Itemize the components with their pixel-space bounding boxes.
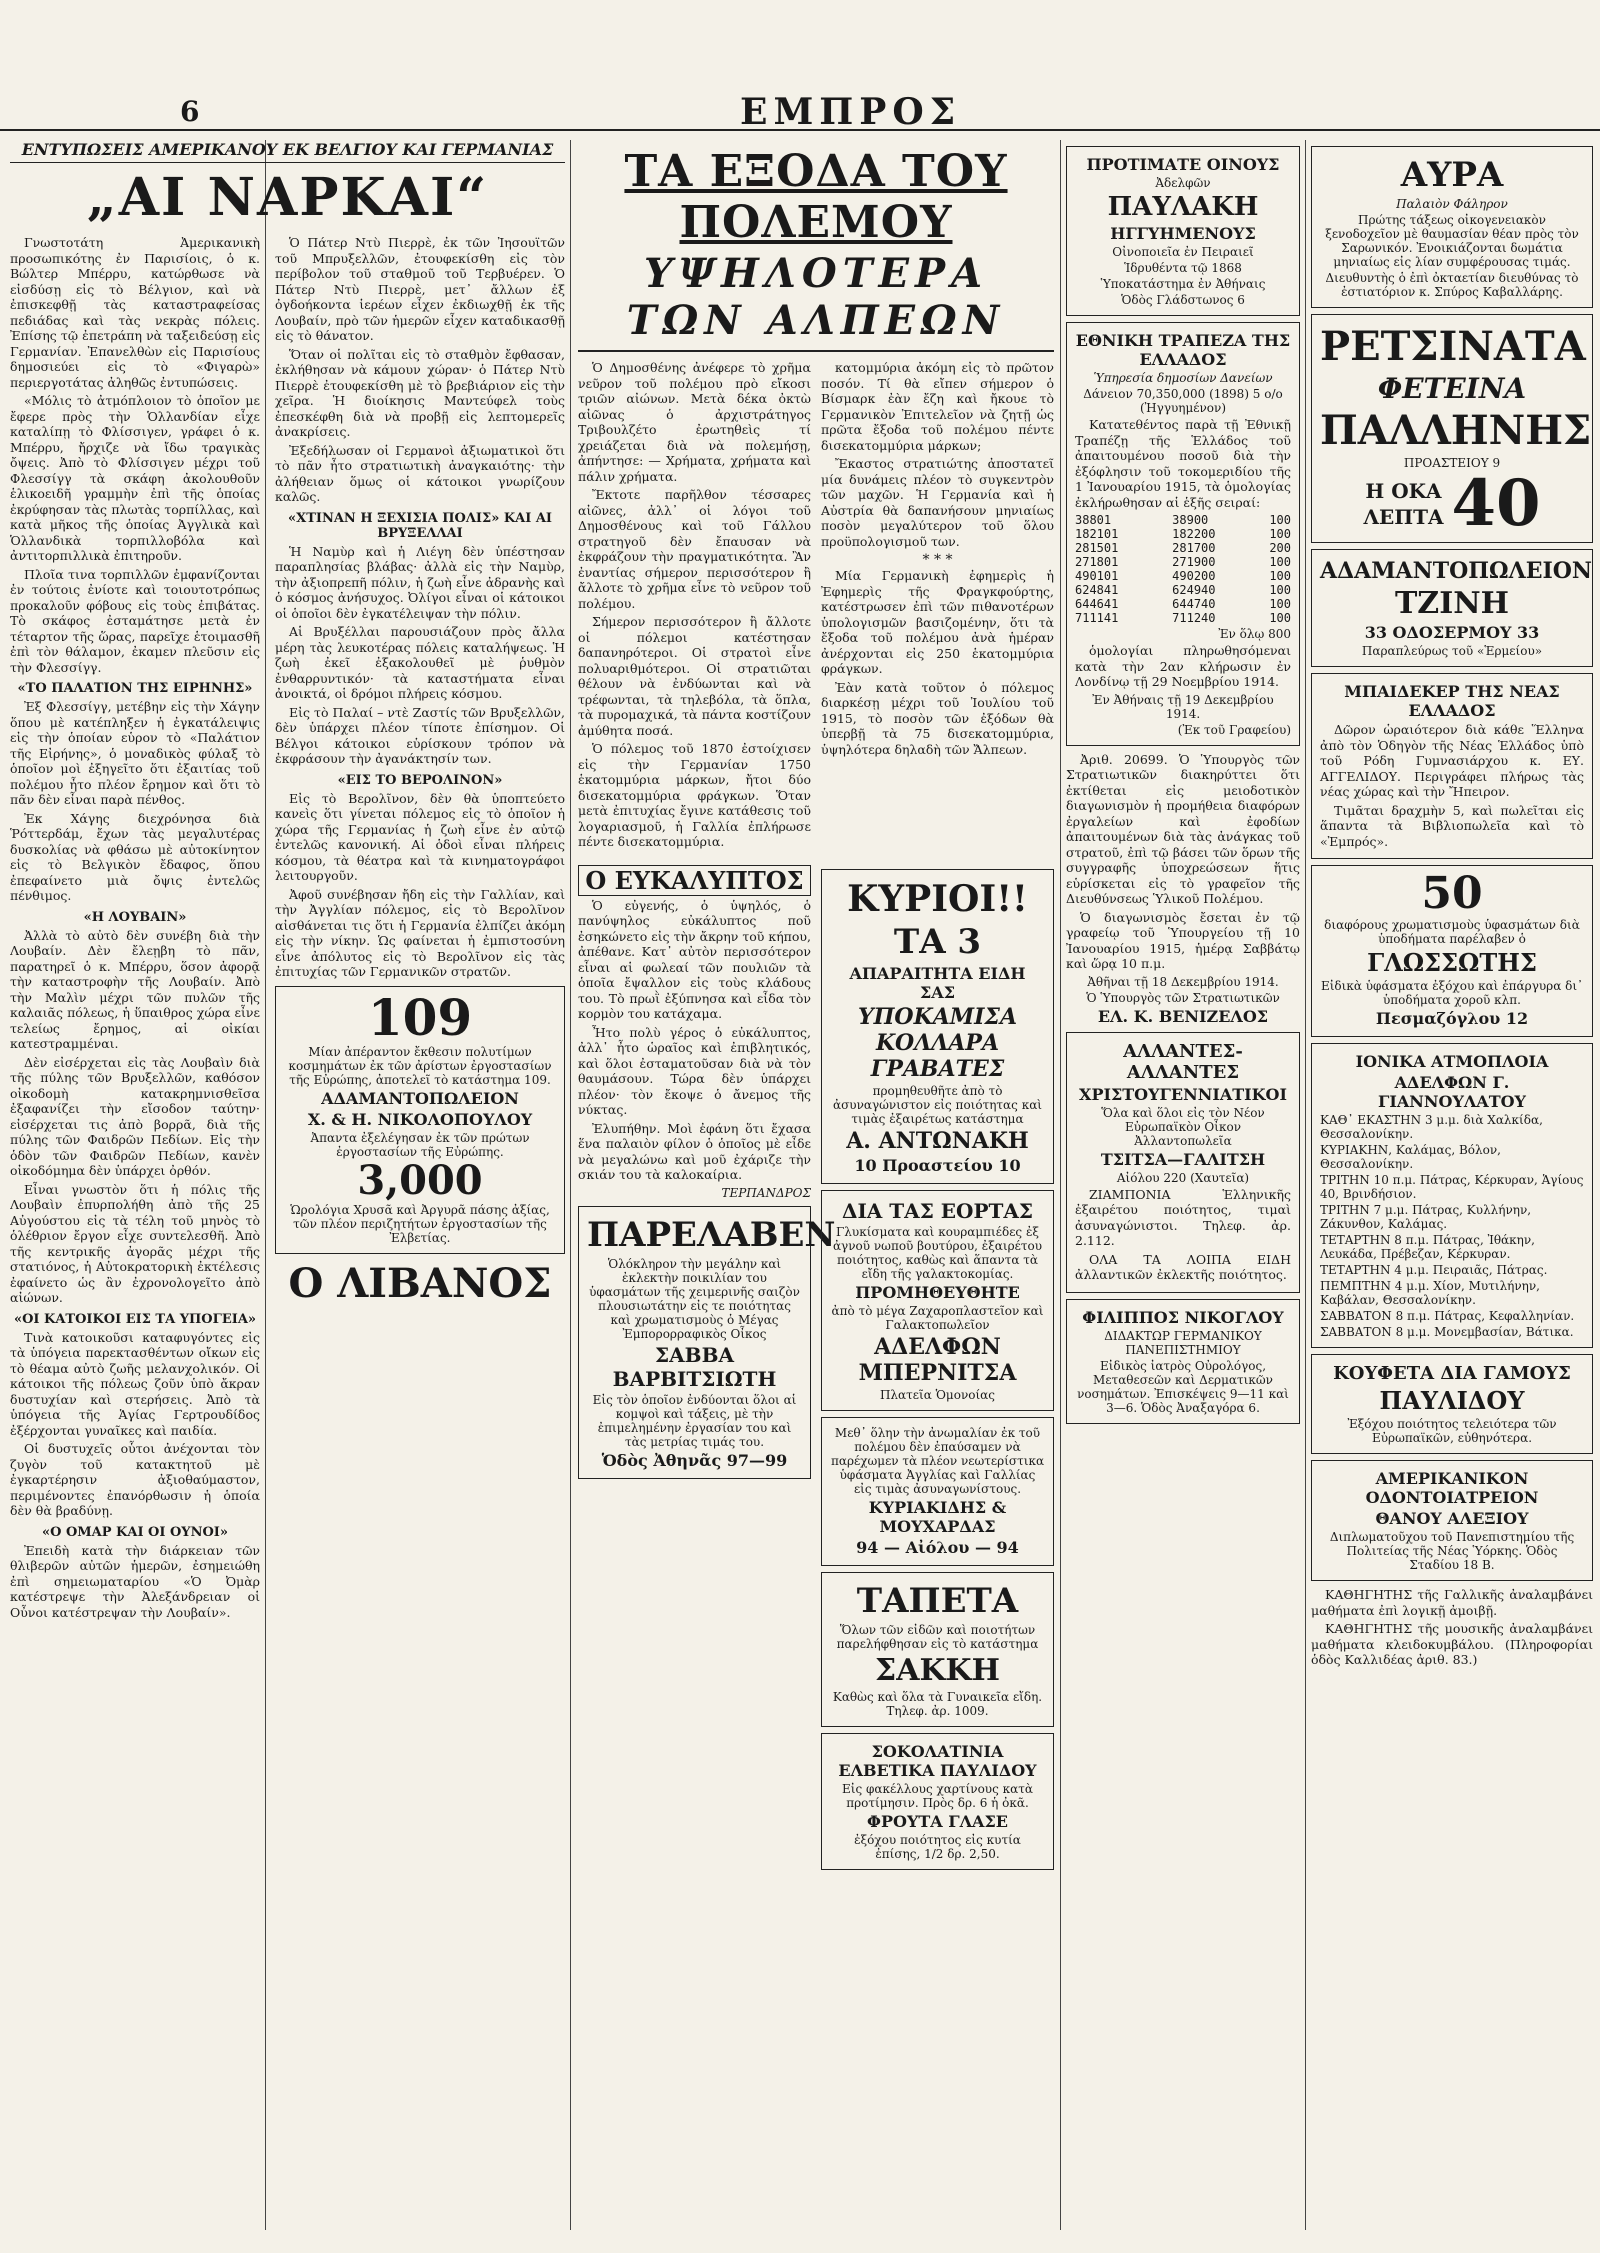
bond-series-row: [1075, 611, 1291, 625]
ad-price: [1320, 466, 1584, 541]
ad-livanos: Ο ΛΙΒΑΝΟΣ: [288, 1259, 552, 1307]
ad-text: ΔΙΔΑΚΤΩΡ ΓΕΡΜΑΝΙΚΟΥ ΠΑΝΕΠΙΣΤΗΜΙΟΥ: [1104, 1328, 1262, 1357]
bond-series-cell: 100: [1269, 611, 1291, 625]
ad-subheading: Παλαιὸν Φάληρον: [1396, 197, 1508, 211]
article-body-war-costs: [578, 360, 1054, 853]
bond-series-cell: 100: [1269, 569, 1291, 583]
bond-series-table: [1075, 513, 1291, 625]
paragraph: Ἔκτοτε παρῆλθον τέσσαρες αἰῶνες, ἀλλ᾽ οἱ λόγοι τοῦ Δημοσθένους καὶ τοῦ Γάλλου στρατηγοῦ δὲν ἔπαυσαν νὰ ἐκφράζουν τὴν πραγματικότητα. Ἂν ἐναντίας σήμερον περισσότερον ἢ ἄλλοτε τὸ χρῆμα εἶνε τὸ νεῦρον τοῦ πολέμου.: [578, 487, 811, 611]
ad-text: ἀπὸ τὸ μέγα Ζαχαροπλαστεῖον καὶ Γαλακτοπωλεῖον: [831, 1303, 1044, 1332]
ad-text: Εἰς τὸν ὁποῖον ἐνδύονται ὅλοι αἱ κομψοὶ καὶ τάξεις, μὲ τὴν ἐπιμελημένην ἐργασίαν του καὶ τὰς μετρίας τιμάς του.: [592, 1392, 797, 1449]
column-rule: [1305, 140, 1306, 2230]
ad-sausages: [1066, 1032, 1300, 1293]
ad-number: 109: [367, 987, 473, 1047]
ad-heading: ΑΥΡΑ: [1400, 155, 1504, 195]
notice-heading: ΕΘΝΙΚΗ ΤΡΑΠΕΖΑ ΤΗΣ ΕΛΛΑΔΟΣ: [1075, 331, 1291, 369]
paragraph: Σήμερον περισσότερον ἢ ἄλλοτε οἱ πόλεμοι κατέστησαν δαπανηρότεροι. Οἱ στρατοὶ εἶνε πολυαριθμότεροι. Οἱ στρατιῶται θέλουν νὰ ἐνδύωνται καὶ νὰ τρέφωνται, τὰ τηλεβόλα, τὰ ὅπλα, τὰ πυρομαχικά, τὰ πάντα κοστίζουν ἀμύθητα ποσά.: [578, 614, 811, 738]
ad-steamships: [1311, 1043, 1593, 1348]
ad-sugared-almonds: [1311, 1354, 1593, 1454]
ad-jeweller: [275, 986, 565, 1254]
paragraph: Δὲν εἰσέρχεται εἰς τὰς Λουβαὶν διὰ τῆς πύλης τῶν Βρυξελλῶν, καθόσον οἰκοδομὴ κατακρημνισθεῖσα ἐξαφανίζει τὴν εἴσοδον ταύτην· εἰσέρχεται τις ἀπὸ βορρᾶ, διὰ τῆς πύλης τῶν Φαιδρῶν Πεδίων. Εἰς τὴν ὁδὸν τῶν Φαιδρῶν Πεδίων, κανὲν οἰκοδόμημα δὲν ὑπάρχει ὀρθόν.: [10, 1054, 260, 1178]
ad-heading: ΜΠΑΙΔΕΚΕΡ ΤΗΣ ΝΕΑΣ ΕΛΛΑΔΟΣ: [1344, 682, 1560, 720]
ad-name: ΤΣΙΤΣΑ—ΓΑΛΙΤΣΗ: [1100, 1149, 1266, 1169]
ad-heading: ΑΜΕΡΙΚΑΝΙΚΟΝ ΟΔΟΝΤΟΙΑΤΡΕΙΟΝ: [1365, 1469, 1539, 1507]
paragraph: Ἡ Ναμὺρ καὶ ἡ Λιέγη δὲν ὑπέστησαν παραπλησίας βλάβας· ἀλλὰ εἰς τὴν Ναμὺρ, τὴν ἀξιοπρεπῆ πόλιν, ἡ ζωὴ εἶνε ἀδρανὴς καὶ ὁ κόσμος ἀνήσυχος. Ὀλίγοι εἶναι οἱ κάτοικοι οἱ ὁποῖοι δὲν ἐγκατέλειψαν τὴν πόλιν.: [275, 543, 565, 621]
ad-text: Οἰνοποιεῖα ἐν Πειραιεῖ: [1112, 245, 1254, 259]
bond-series-row: [1075, 541, 1291, 555]
column-4: [1066, 140, 1300, 2230]
column-rule: [265, 140, 266, 2230]
bond-series-cell: 38801: [1075, 513, 1112, 527]
paragraph: ΖΙΑΜΠΟΝΙΑ Ἑλληνικῆς ἐξαιρέτου ποιότητος, τιμαὶ ἀσυναγώνιστοι. Τηλεφ. ἀρ. 2.112.: [1075, 1186, 1291, 1248]
ad-address: 33 ΟΔΟΣΕΡΜΟΥ 33: [1364, 623, 1540, 642]
subheading: «ΤΟ ΠΑΛΑΤΙΟΝ ΤΗΣ ΕΙΡΗΝΗΣ»: [17, 681, 253, 696]
ad-pastry: [821, 1190, 1054, 1411]
article-header-narkai: [10, 140, 565, 250]
section-divider: * * *: [922, 552, 953, 568]
ad-text: Εἰς φακέλλους χαρτίνους κατὰ προτίμησιν. Πρὸς δρ. 6 ἡ ὀκᾶ.: [842, 1781, 1033, 1810]
ad-heading: ΦΕΤΕΙΝΑ: [1377, 372, 1527, 405]
ad-dentist: [1311, 1460, 1593, 1581]
bond-series-row: [1075, 527, 1291, 541]
notice-date: Ἀθῆναι τῇ 18 Δεκεμβρίου 1914.: [1087, 974, 1279, 989]
paragraph: Κατατεθέντος παρὰ τῇ Ἐθνικῇ Τραπέζῃ τῆς Ἑλλάδος τοῦ ἀπαιτουμένου ποσοῦ διὰ τὴν ἐξόφλησιν τοῦ τοκομεριδίου τῆς 1 Ἰανουαρίου 1915, τὰ ὁμολογίας ἐκλήρωθησαν αἱ ἑξῆς σειραί:: [1075, 417, 1291, 510]
bond-series-cell: 271900: [1172, 555, 1216, 569]
paragraph: Τινὰ κατοικοῦσι καταφυγόντες εἰς τὰ ὑπόγεια παρεκτασθέντων οἴκων εἰς τὸ θέαμα αὐτὸ ζωῆς μελανχολικόν. Οἱ κάτοικοι τῆς πόλεως ζοῦν ὑπὸ ἄκραν δυστυχίαν καὶ στερήσεις. Ἀπὸ τὰ ὑπόγεια τῆς Ἁγίας Γερτρουδίδος ἐξέρχονται γυναῖκες καὶ παιδία.: [10, 1329, 260, 1438]
ad-text: Εἰδικὸς ἰατρὸς Οὐρολόγος, Μεταθεσεῶν καὶ Δερματικῶν νοσημάτων. Ἐπισκέψεις 9—11 καὶ 3—6. Ὁδὸς Ἀναξαγόρα 6.: [1077, 1358, 1289, 1415]
bond-series-row: [1075, 597, 1291, 611]
schedule-item: ΤΡΙΤΗΝ 10 π.μ. Πάτρας, Κέρκυραν, Ἁγίους 40, Βρινδήσιον.: [1320, 1173, 1584, 1201]
bond-series-cell: 644740: [1172, 597, 1216, 611]
bond-series-cell: 38900: [1172, 513, 1209, 527]
ad-text: Εἰδικὰ ὑφάσματα ἐξόχου καὶ ἐπάργυρα δι᾽ ὑποδήματα χοροῦ κλπ.: [1320, 979, 1584, 1007]
ad-name: ΚΥΡΙΑΚΙΔΗΣ & ΜΟΥΧΑΡΔΑΣ: [868, 1497, 1007, 1536]
ad-name: Α. ΑΝΤΩΝΑΚΗ: [846, 1127, 1029, 1154]
ad-unit: Η ΟΚΑ: [1365, 479, 1442, 503]
ad-fabrics: [821, 1417, 1054, 1566]
ad-address: 94 — Αἰόλου — 94: [856, 1537, 1019, 1557]
notice-name: ΕΛ. Κ. ΒΕΝΙΖΕΛΟΣ: [1097, 1006, 1269, 1026]
ad-number: 3,000: [357, 1156, 483, 1204]
ad-paravene: [578, 1206, 836, 1479]
paragraph: Οἱ δυστυχεῖς οὗτοι ἀνέχονται τὸν ζυγὸν τοῦ κατακτητοῦ μὲ ἐγκαρτέρησιν ἀξιοθαύμαστον, περιμένοντες ἐπανόρθωσιν ἡ ὁποία δὲν θὰ βραδύνῃ.: [10, 1441, 260, 1518]
paragraph: Ὁ εὐγενής, ὁ ὑψηλός, ὁ πανύψηλος εὐκάλυπτος ποῦ ἐσηκώνετο εἰς τὴν ἄκρην τοῦ κήπου, ἀπέθανε. Κατ᾽ αὐτὸν περισσότερον εἶναι αἱ φωλεαί τῶν πουλιῶν τὰ ὁποῖα ἔψαλλον εἰς τοὺς κλάδους του. Τὸ πρωῒ ἐξύπνησα καὶ εἶδα τὸν κορμὸν του κατάχαμα.: [578, 897, 811, 1021]
ad-heading: ΤΑΠΕΤΑ: [856, 1580, 1019, 1621]
column-2: [275, 235, 565, 2225]
paragraph: Ὁ Δημοσθένης ἀνέφερε τὸ χρῆμα νεῦρον τοῦ πολέμου πρὸ εἴκοσι τριῶν αἰώνων. Μετὰ δέκα ὀκτὼ αἰῶνας ὁ ἀρχιστράτηγος Τριβουλζέτο ἐρωτηθεὶς τί χρειάζεται διὰ νὰ πολεμήσῃ, ἀπήντησε: — Χρήματα, χρήματα καὶ πάλιν χρήματα.: [578, 360, 811, 484]
bond-series-cell: 711141: [1075, 611, 1119, 625]
ads-column-3: [821, 863, 1054, 1876]
ad-heading: ΣΟΚΟΛΑΤΙΝΙΑ ΕΛΒΕΤΙΚΑ ΠΑΥΛΙΔΟΥ: [838, 1741, 1037, 1780]
masthead: [0, 91, 1600, 133]
ad-name: ΦΙΛΙΠΠΟΣ ΝΙΚΟΓΛΟΥ: [1082, 1307, 1284, 1327]
ad-wines: [1066, 146, 1300, 316]
schedule-item: ΚΥΡΙΑΚΗΝ, Καλάμας, Βόλον, Θεσσαλονίκην.: [1320, 1143, 1501, 1171]
ad-text: Μίαν ἀπέραντον ἔκθεσιν πολυτίμων κοσμημάτων ἐκ τῶν ἀρίστων ἐργοστασίων τῆς Εὐρώπης, ἀποτελεῖ τὸ κατάστημα 109.: [288, 1044, 552, 1087]
bond-series-cell: 711240: [1172, 611, 1216, 625]
notice-subheading: Ὑπηρεσία δημοσίων Δανείων: [1093, 371, 1273, 385]
bond-series-cell: 624841: [1075, 583, 1119, 597]
ad-text: προμηθευθῆτε ἀπὸ τὸ ἀσυναγώνιστον εἰς ποιότητας καὶ τιμὰς ἐξαιρέτως κατάστημα: [832, 1083, 1043, 1126]
paragraph: Ἐὰν κατὰ τοῦτον ὁ πόλεμος διαρκέσῃ μέχρι τοῦ Ἰουλίου τοῦ 1915, τὸ ποσὸν τῶν ἐξόδων θὰ ὑπερβῇ τὰ 75 δισεκατομμύρια, ὑψηλότερα δηλαδὴ τῶν Ἄλπεων.: [821, 679, 1054, 757]
ad-heading: ΚΥΡΙΟΙ!!: [847, 877, 1028, 920]
ad-name: ΣΑΒΒΑ ΒΑΡΒΙΤΣΙΩΤΗ: [612, 1342, 777, 1391]
bond-series-cell: 281501: [1075, 541, 1119, 555]
notice-subheading: Δάνειον 70,350,000 (1898) 5 ο/ο (Ἠγγυημένον): [1083, 387, 1283, 415]
subheading: «Η ΛΟΥΒΑΙΝ»: [83, 909, 187, 925]
bond-series-cell: 100: [1269, 597, 1291, 611]
bond-series-cell: 490200: [1172, 569, 1216, 583]
paragraph: Ἐκ Χάγης διεχρόνησα διὰ Ῥόττερδάμ, ἔχων τὰς μεγαλυτέρας δυσκολίας νὰ φθάσω μὲ αὐτοκίνητον εἰς τὸ Βελγικὸν ἔδαφος, ὅπου ἐπεφαίνετο μιὰ ὄψις ἐντελῶς πένθιμος.: [10, 810, 260, 903]
paragraph: Ἔκαστος στρατιώτης ἀποστατεῖ μία δυνάμεις πλέον τὸ συγκεντρὸν τῶν μαχῶν. Ἡ Γερμανία καὶ ἡ Αὐστρία θὰ δαπανήσουν μηνιαίως ποσὸν μεγαλύτερον τοῦ ὅλου προϋπολογισμοῦ των.: [821, 456, 1054, 549]
ad-heading: ΙΟΝΙΚΑ ΑΤΜΟΠΛΟΙΑ: [1355, 1052, 1549, 1071]
schedule-item: ΚΑΘ᾽ ΕΚΑΣΤΗΝ 3 μ.μ. διὰ Χαλκίδα, Θεσσαλονίκην.: [1320, 1113, 1543, 1141]
article-eucalyptus: [578, 863, 836, 1876]
paragraph: Ὁ πόλεμος τοῦ 1870 ἐστοίχισεν εἰς τὴν Γερμανίαν 1750 ἑκατομμύρια μάρκων, ἤτοι δύο δισεκατομμύρια φράγκων. Ὅταν μετὰ ἐπιτυχίας ἔγινε κατάθεσις τοῦ λογαριασμοῦ, ἡ Γαλλία ἐπλήρωσε πέντε δισεκατομμύρια.: [578, 741, 811, 849]
bond-series-row: [1075, 555, 1291, 569]
paragraph: Ὅταν οἱ πολῖται εἰς τὸ σταθμὸν ἔφθασαν, ἐκλήθησαν νὰ κάμουν χώραν· ὁ Πάτερ Ντὺ Πιερρὲ ἐτουφεκίσθη μὲ τὸ βρεβιάριον εἰς τὴν χεῖρα. Ἡ διοίκησις Μαντεύφελ τοὺς ἐπεσκέφθη διὰ νὰ προβῇ εἰς λεπτομερεῖς ἀνακρίσεις.: [275, 346, 565, 439]
ad-address: Πλατεῖα Ὁμονοίας: [879, 1387, 996, 1402]
ad-heading: ΠΡΟΤΙΜΑΤΕ ΟΙΝΟΥΣ: [1086, 155, 1280, 174]
bond-series-row: [1075, 569, 1291, 583]
ad-price-value: 40: [1451, 466, 1541, 541]
paragraph: Δῶρον ὡραιότερον διὰ κάθε Ἕλληνα ἀπὸ τὸν Ὁδηγὸν τῆς Νέας Ἑλλάδος ὑπὸ τοῦ Ρόδη Γυμνασιάρχου κ. ΕΥ. ΑΓΓΕΛΙΔΟΥ. Περιγράφει πλήρως τὰς νέας χώρας καὶ τὴν Ἤπειρον.: [1320, 722, 1584, 799]
paragraph: Ἦτο πολὺ γέρος ὁ εὐκάλυπτος, ἀλλ᾽ ἦτο ὡραῖος καὶ ἐπιβλητικός, καὶ ὅλοι ἐσταματοῦσαν διὰ νὰ τὸν θαυμάσουν. Τώρα δὲν ὑπάρχει πλέον· τὸν ἔκοψε ὁ ἄνεμος τῆς νύκτας.: [578, 1024, 811, 1117]
bond-series-cell: 644641: [1075, 597, 1119, 611]
paragraph: Πλοῖα τινα τορπιλλῶν ἐμφανίζονται ἐν τούτοις ἐνίοτε καὶ τοιουτοτρόπως προκαλοῦν φόβους εἰς τοὺς ἐπιβάτας. Τὸ σκάφος ἐσταμάτησε μετὰ ἐν τέταρτον τῆς ὥρας, παρεῖχε ἑτοιμασθῆ ἐπὶ τὸν θάλαμον, ἐκαμεν πλεῦσιν εἰς τὴν Φλεσσίγγ.: [10, 566, 260, 675]
ad-chocolates: [821, 1733, 1054, 1870]
ad-heading: ΠΑΡΕΛΑΒΕΝ: [587, 1214, 836, 1255]
schedule-item: ΤΕΤΑΡΤΗΝ 8 π.μ. Πάτρας, Ἰθάκην, Λευκάδα, Πρέβεζαν, Κέρκυραν.: [1320, 1233, 1535, 1261]
ad-heading: ΡΕΤΣΙΝΑΤΑ: [1320, 323, 1586, 370]
ad-name: Χ. & Η. ΝΙΚΟΛΟΠΟΥΛΟΥ: [307, 1109, 533, 1129]
ad-address: Ὁδὸς Ἀθηνᾶς 97—99: [601, 1450, 788, 1470]
page-number: 6: [180, 95, 200, 128]
article-headline: „ΑΙ ΝΑΡΚΑΙ“: [86, 167, 489, 228]
bond-series-cell: 281700: [1172, 541, 1216, 555]
ad-address: 10 Προαστείου 10: [854, 1155, 1021, 1175]
paragraph: Αἱ Βρυξέλλαι παρουσιάζουν πρὸς ἄλλα μέρη τὰς λευκοτέρας πόλεις καταλήψεως. Ἡ ζωὴ ἐκεῖ ἐξακολουθεῖ μὲ ῥυθμὸν ἐνθαρρυντικόν· τὰ καταστήματα εἶναι ἀνοικτά, οἱ δρόμοι πλήρεις κόσμου.: [275, 624, 565, 701]
schedule-item: ΤΡΙΤΗΝ 7 μ.μ. Πάτρας, Κυλλήνην, Ζάκυνθον, Καλάμας.: [1320, 1203, 1532, 1231]
article-subcolumn: [578, 360, 811, 853]
article-title: Ο ΕΥΚΑΛΥΠΤΟΣ: [578, 865, 811, 896]
schedule-item: ΣΑΒΒΑΤΟΝ 8 μ.μ. Μονεμβασίαν, Βάτικα.: [1320, 1325, 1574, 1339]
bond-series-cell: 490101: [1075, 569, 1119, 583]
column-3: [578, 140, 1054, 2230]
ad-name: ΤΖΙΝΗ: [1394, 586, 1510, 621]
article-subcolumn: [821, 360, 1054, 853]
subheading: «ΧΤΙΝΑΝ Η ΞΕΧΙΣΙΑ ΠΟΛΙΣ» ΚΑΙ ΑΙ ΒΡΥΞΕΛΛΑΙ: [287, 510, 553, 541]
paragraph: Τιμᾶται δραχμὴν 5, καὶ πωλεῖται εἰς ἅπαντα τὰ Βιβλιοπωλεῖα καὶ τὸ «Ἐμπρός».: [1320, 802, 1584, 849]
schedule-item: ΠΕΜΠΤΗΝ 4 μ.μ. Χίον, Μυτιλήνην, Καβάλαν, Θεσσαλονίκην.: [1320, 1279, 1540, 1307]
ad-guidebook: [1311, 673, 1593, 859]
ad-shirts: [821, 869, 1054, 1184]
ad-heading: ΠΑΛΛΗΝΗΣ: [1320, 407, 1592, 454]
paragraph: Ἐπειδὴ κατὰ τὴν διάρκειαν τῶν θλιβερῶν αὐτῶν ἡμερῶν, ἐσημειώθη ἐπὶ σημειωματαρίου «Ὁ Ὀμὰρ κατέστρεψε τὴν Ἀλεξάνδρειαν οἱ Οὖνοι κατέστρεψαν τὴν Λουβαίν».: [10, 1542, 260, 1620]
paragraph: Εἰς τὸ Παλαί – ντὲ Ζαστίς τῶν Βρυξελλῶν, δὲν ὑπάρχει πλέον τίποτε ἐπίσημον. Οἱ Βέλγοι κάτοικοι εὑρίσκουν τρόπον νὰ ἐκφράσουν τὴν ἀγανάκτησίν των.: [275, 704, 565, 766]
column-rule: [570, 140, 571, 2230]
ad-text: Καθὼς καὶ ὅλα τὰ Γυναικεῖα εἴδη. Τηλεφ. ἀρ. 1009.: [832, 1689, 1043, 1718]
column-1: [10, 235, 260, 2225]
bond-series-cell: 624940: [1172, 583, 1216, 597]
ad-doctor: [1066, 1299, 1300, 1424]
ad-name: ΓΛΩΣΣΩΤΗΣ: [1367, 948, 1537, 977]
ad-address: Πεσμαζόγλου 12: [1375, 1009, 1529, 1028]
ad-heading: ΑΛΛΑΝΤΕΣ-ΑΛΛΑΝΤΕΣ: [1123, 1040, 1243, 1083]
ad-text: Ἱδρυθέντα τῷ 1868: [1124, 261, 1242, 275]
column-rule: [1060, 140, 1061, 2230]
paragraph: Ὁ διαγωνισμὸς ἔσεται ἐν τῷ γραφείῳ τοῦ Ὑπουργείου τῇ 10 Ἰανουαρίου 1915, ἡμέρᾳ Σαββάτῳ καὶ ὥρᾳ 10 π.μ.: [1066, 909, 1300, 971]
paragraph: Εἰς τὸ Βερολῖνον, δὲν θὰ ὑποπτεύετο κανεὶς ὅτι γίνεται πόλεμος εἰς τὸ ὁποῖον ἡ χώρα τῆς Γερμανίας ἡ ζωὴ εἶνε ἐν αὐτῷ ἐντελῶς κανονική. Αἱ ὁδοὶ εἶναι πλήρεις κόσμου, τὰ θέατρα καὶ τὰ κινηματογράφοι λειτουργοῦν.: [275, 790, 565, 883]
paragraph: κατομμύρια ἀκόμη εἰς τὸ πρῶτον ποσόν. Τί θὰ εἴπεν σήμερον ὁ Βίσμαρκ ἐὰν ἔζη καὶ ἤκουε τὸ Γερμανικὸν Ἐπιτελεῖον νὰ ζητῇ ὡς πρῶτα ἔξοδα τοῦ πολέμου πέντε δισεκατομμύρια μάρκων;: [821, 360, 1054, 453]
ad-heading: ΑΔΑΜΑΝΤΟΠΩΛΕΙΟΝ: [321, 1088, 519, 1108]
ad-name: ΠΑΥΛΑΚΗ: [1107, 192, 1259, 222]
ad-text: ἐξόχου ποιότητος εἰς κυτία ἐπίσης, 1/2 δρ. 2,50.: [854, 1832, 1021, 1861]
ad-heading: ΑΔΑΜΑΝΤΟΠΩΛΕΙΟΝ: [1320, 558, 1593, 584]
notice-date: Ἐν Ἀθήναις τῇ 19 Δεκεμβρίου 1914.: [1092, 692, 1274, 721]
ad-jeweller-tsini: [1311, 549, 1593, 667]
ad-number: 50: [1421, 868, 1483, 919]
bond-series-cell: 271801: [1075, 555, 1119, 569]
article-subtitle: ΥΨΗΛΟΤΕΡΑ ΤΩΝ ΑΛΠΕΩΝ: [578, 250, 1054, 352]
lower-section: [578, 863, 1054, 1876]
bond-series-cell: 200: [1269, 541, 1291, 555]
ad-text: Μεθ᾽ ὅλην τὴν ἀνωμαλίαν ἐκ τοῦ πολέμου δὲν ἐπαύσαμεν νὰ παρέχωμεν τὰ πλέον νεωτερίστικα ὑφάσματα Ἀγγλίας καὶ Γαλλίας εἰς τιμὰς ἀσυναγωνίστους.: [830, 1425, 1045, 1496]
bond-series-row: [1075, 513, 1291, 527]
paragraph: Ἐξ Φλεσσίγγ, μετέβην εἰς τὴν Χάγην ὅπου μὲ κατέπληξεν ἡ ἐγκατάλειψις εἰς τὴν ὁποίαν εὑρον τὸ «Παλάτιον τῆς Εἰρήνης», ὁ μοναδικὸς φύλαξ τὸ ὁποῖον μοὶ ἐξηγεῖτο ὅτι ἐξαιτίας τοῦ πολέμου ἦτο πλέον ἔρημον καὶ ὅτι τὸ πᾶν δὲν εἶναι παρὰ πένθος.: [10, 699, 260, 807]
ad-text: Ὅλα καὶ ὅλοι εἰς τὸν Νέον Εὐρωπαϊκὸν Οἶκον Ἀλλαντοπωλεῖα: [1101, 1105, 1265, 1148]
ad-text: Ἐξόχου ποιότητος τελειότερα τῶν Εὐρωπαϊκῶν, εὐθηνότερα.: [1347, 1417, 1557, 1445]
ad-heading: ΗΓΓΥΗΜΕΝΟΥΣ: [1110, 224, 1256, 243]
paragraph: ΟΛΑ ΤΑ ΛΟΙΠΑ ΕΙΔΗ ἀλλαντικῶν ἐκλεκτῆς ποιότητος.: [1075, 1251, 1291, 1282]
article-kicker: ΕΝΤΥΠΩΣΕΙΣ ΑΜΕΡΙΚΑΝΟΥ ΕΚ ΒΕΛΓΙΟΥ ΚΑΙ ΓΕΡΜΑΝΙΑΣ: [10, 140, 565, 163]
ad-address: ΠΡΟΑΣΤΕΙΟΥ 9: [1403, 456, 1501, 470]
ad-wallpaper: [821, 1572, 1054, 1727]
paragraph: «Μόλις τὸ ἀτμόπλοιον τὸ ὁποῖον με ἔφερε πρὸς τὴν Ὁλλανδίαν εἶχε καταλίπῃ τὸ Φλίσσιγεν, γράφει ὁ κ. Μπέρρυ, ἤρχιζε νὰ ἴδω τραγικὰς ὄψεις. Ἀπὸ τὸ Φλίσσιγεν μέχρι τοῦ Φλεσσίγγ τὰ σκάφη ἀκολουθοῦν ἑλικοειδῆ γραμμὴν ἐπὶ τῆς ὁποίας ἐκρύφησαν τὰς πλωτὰς τορπίλλας, καὶ κατὰ μῆκος τῆς ὁποίας Ἀγγλικὰ καὶ Ὁλλανδικὰ τορπιλλοβόλα καὶ ἀντιτορπιλλικὰ ἐπιτηροῦν.: [10, 393, 260, 563]
column-5: [1311, 140, 1593, 2230]
newspaper-name: ΕΜΠΡΟΣ: [740, 91, 962, 133]
ad-number: ΤΑ 3: [893, 921, 982, 962]
ad-text: Ὑποκατάστημα ἐν Ἀθήναις: [1100, 277, 1266, 291]
ad-hotel: [1311, 146, 1593, 308]
paragraph: Ἀριθ. 20699. Ὁ Ὑπουργὸς τῶν Στρατιωτικῶν διακηρύττει ὅτι ἐκτίθεται εἰς μειοδοτικὸν διαγωνισμὸν ἡ προμήθεια διαφόρων ἐργαλείων καὶ ἐφοδίων ἀπαιτουμένων διὰ τὰς ἀνάγκας τοῦ στρατοῦ, ἐπὶ τῷ βάσει τῶν ὅρων τῆς συγγραφῆς ὑποχρεώσεων ἥτις εὑρίσκεται εἰς τὸ γραφεῖον τῆς Διευθύνσεως Ὑλικοῦ Πολέμου.: [1066, 751, 1300, 906]
schedule-item: ΤΕΤΑΡΤΗΝ 4 μ.μ. Πειραιᾶς, Πάτρας.: [1320, 1263, 1548, 1277]
bond-series-cell: 100: [1269, 527, 1291, 541]
ad-text: Παραπλεύρως τοῦ «Ἑρμείου»: [1361, 644, 1543, 658]
bond-series-cell: 100: [1269, 583, 1291, 597]
ad-text: διαφόρους χρωματισμοὺς ὑφασμάτων διὰ ὑποδήματα παρέλαβεν ὁ: [1324, 918, 1580, 946]
ad-items: ΥΠΟΚΑΜΙΣΑ ΚΟΛΛΑΡΑ ΓΡΑΒΑΤΕΣ: [857, 1003, 1018, 1082]
notice-national-bank: [1066, 322, 1300, 746]
ad-name: ΣΑΚΚΗ: [875, 1652, 1000, 1688]
ad-text: Ἀδελφῶν: [1155, 176, 1211, 190]
paragraph: Ἀλλὰ τὸ αὐτὸ δὲν συνέβη διὰ τὴν Λουβαίν. Δὲν ἔλεῃβη τὸ πᾶν, παρατηρεῖ ὁ κ. Μπέρρυ, ὅσον ἀφορᾷ τὴν καταστροφὴν τῆς Λουβαίν. Ἀπὸ τὴν Μαλὶν μέχρι τῶν πυλῶν τῆς καλαιᾶς πόλεως, ἡ ὕπαιθρος χώρα εἶνε τελείως ἔρημος, αἱ οἰκίαι κατεστραμμέναι.: [10, 927, 260, 1051]
ad-text: Διευθυντὴς ὁ ἐπὶ ὀκταετίαν διευθύνας τὸ ἐστιατόριον κ. Σπύρος Καβαλλάρης.: [1325, 271, 1579, 299]
ad-heading: ΚΟΥΦΕΤΑ ΔΙΑ ΓΑΜΟΥΣ: [1333, 1363, 1571, 1384]
paragraph: Εἶναι γνωστὸν ὅτι ἡ πόλις τῆς Λουβαὶν ἐπυρπολήθη ἀπὸ τῆς 25 Αὐγούστου εἰς τὰ τέλη τοῦ μηνὸς τὸ ὁλέθριον ἔργον εἶχε συντελεσθῆ. Ἀπὸ τῆς κεντρικῆς ἀγορᾶς μέχρι τῆς στατιόνος, ἡ Αὐτοκρατορικὴ ἐκτέλεσις ἐφαίνετο ὡς ἂν ἐχρονολογεῖτο ἀπὸ αἰώνων.: [10, 1181, 260, 1305]
ad-price-label: [1363, 477, 1443, 531]
ad-name: ΘΑΝΟΥ ΑΛΕΞΙΟΥ: [1375, 1509, 1529, 1528]
ad-shoe-fabrics: [1311, 865, 1593, 1037]
subheading: «ΟΙ ΚΑΤΟΙΚΟΙ ΕΙΣ ΤΑ ΥΠΟΓΕΙΑ»: [13, 1311, 257, 1327]
notice-signature: Ὁ Ὑπουργὸς τῶν Στρατιωτικῶν: [1086, 990, 1280, 1005]
ad-heading: ΔΙΑ ΤΑΣ ΕΟΡΤΑΣ: [841, 1198, 1034, 1223]
ad-heading: ΧΡΙΣΤΟΥΓΕΝΝΙΑΤΙΚΟΙ: [1079, 1084, 1287, 1104]
bond-series-cell: 182101: [1075, 527, 1119, 541]
paragraph: Ἐξεδήλωσαν οἱ Γερμανοὶ ἀξιωματικοὶ ὅτι τὸ πᾶν ἦτο στρατιωτικὴ ἀναγκαιότης· τὴν ἀλήθειαν ὅμως οἱ κάτοικοι γνωρίζουν καλῶς.: [275, 442, 565, 504]
bond-series-row: [1075, 583, 1291, 597]
article-title-war-costs: ΤΑ ΕΞΟΔΑ ΤΟΥ ΠΟΛΕΜΟΥ: [624, 146, 1008, 248]
ad-text: Διπλωματοῦχου τοῦ Πανεπιστημίου τῆς Πολιτείας τῆς Νέας Ὑόρκης. Ὁδὸς Σταδίου 18 Β.: [1329, 1530, 1575, 1572]
classified: ΚΑΘΗΓΗΤΗΣ τῆς Γαλλικῆς ἀναλαμβάνει μαθήματα ἐπὶ λογικῇ ἀμοιβῇ.: [1311, 1587, 1593, 1618]
subheading: «ΕΙΣ ΤΟ ΒΕΡΟΛΙΝΟΝ»: [337, 772, 503, 788]
ad-address: Αἰόλου 220 (Χαυτεῖα): [1116, 1170, 1250, 1185]
schedule-list: [1320, 1113, 1584, 1339]
ad-text: Πρώτης τάξεως οἰκογενειακὸν ξενοδοχεῖον μὲ θαυμασίαν θέαν πρὸς τὸν Σαρωνικόν. Ἐνοικιάζονται δωμάτια μηνιαίως εἰς λίαν συμφέρουσας τιμάς.: [1325, 213, 1579, 269]
schedule-item: ΣΑΒΒΑΤΟΝ 8 π.μ. Πάτρας, Κεφαλληνίαν.: [1320, 1309, 1575, 1323]
ad-text: Ὁλόκληρον τὴν μεγάλην καὶ ἐκλεκτὴν ποικιλίαν του ὑφασμάτων τῆς χειμερινῆς σαιζὸν πλουσιωτάτην εἰς τε ποιότητας καὶ χρωματισμοὺς ὁ Μέγας Ἐμπορορραφικὸς Οἶκος: [589, 1256, 800, 1341]
ad-text: ΑΠΑΡΑΙΤΗΤΑ ΕΙΔΗ ΣΑΣ: [849, 963, 1026, 1002]
ad-unit: ΛΕΠΤΑ: [1363, 505, 1444, 529]
paragraph: ὁμολογίαι πληρωθησόμεναι κατὰ τὴν 2αν κλήρωσιν ἐν Λονδίνῳ τῇ 29 Νοεμβρίου 1914.: [1075, 643, 1291, 689]
ad-retsina: [1311, 314, 1593, 543]
paragraph: Γνωστοτάτη Ἀμερικανικὴ προσωπικότης ἐν Παρισίοις, ὁ κ. Βώλτερ Μπέρρυ, κατώρθωσε νὰ εἰσδύσῃ εἰς τὸ Βέλγιον, καὶ νὰ ἐπισκεφθῇ τὰς καταστραφείσας πεδιάδας καὶ τὰς νεκρὰς πόλεις. Ἐπίσης τῷ ἐπετράπη νὰ ταξειδεύσῃ εἰς Γερμανίαν. Ἐπανελθὼν εἰς Παρισίους δημοσιεύει εἰς τὸ «Φιγαρὼ» περιεργοτάτας ἀληθῶς ἐντυπώσεις.: [10, 235, 260, 390]
ad-text: Ἀπαντα ἐξελέγησαν ἐκ τῶν πρώτων ἐργοστασίων τῆς Εὐρώπης.: [310, 1130, 530, 1159]
bond-series-cell: 100: [1269, 513, 1291, 527]
bond-total: Ἐν ὅλῳ 800: [1218, 627, 1291, 641]
ad-name: ΑΔΕΛΦΩΝ Γ. ΓΙΑΝΝΟΥΛΑΤΟΥ: [1378, 1073, 1526, 1111]
paragraph: Ὁ Πάτερ Ντὺ Πιερρὲ, ἐκ τῶν Ἰησουϊτῶν τοῦ Μπρυξελλῶν, ἐτουφεκίσθη εἰς τὸν περίβολον τοῦ σταθμοῦ τοῦ Τερβυέρεν. Ὁ Πάτερ Ντὺ Πιερρὲ, μετ᾽ ἄλλων ἐξ ὀγδοήκοντα ἱερέων εἶχεν ἐκδιωχθῇ ἐκ τῆς Λουβαίν, πρὸ τῶν ἡμερῶν εἶχεν καταδικασθῇ εἰς τὸ θάνατον.: [275, 235, 565, 343]
article-author: ΤΕΡΠΑΝΔΡΟΣ: [721, 1185, 811, 1200]
notice-office: (Ἐκ τοῦ Γραφείου): [1177, 722, 1291, 737]
subheading: «Ο ΟΜΑΡ ΚΑΙ ΟΙ ΟΥΝΟΙ»: [41, 1524, 229, 1540]
bond-series-cell: 100: [1269, 555, 1291, 569]
paragraph: Ἐλυπήθην. Μοὶ ἐφάνη ὅτι ἔχασα ἕνα παλαιὸν φίλον ὁ ὁποῖος μὲ εἶδε νὰ μεγαλώνω καὶ μοῦ ἐχάριζε τὴν σκιάν του τὰ καλοκαίρια.: [578, 1120, 811, 1182]
ad-text: Γλυκίσματα καὶ κουραμπιέδες ἐξ ἀγνοῦ νωποῦ βουτύρου, ἐξαιρέτου ποιότητος, καθὼς καὶ ἅπαντα τὰ εἴδη τῆς γαλακτοκομίας.: [832, 1224, 1043, 1281]
ad-name: ΠΑΥΛΙΔΟΥ: [1379, 1386, 1525, 1415]
bond-series-cell: 182200: [1172, 527, 1216, 541]
ad-text: Ὅλων τῶν εἰδῶν καὶ ποιοτήτων παρελήφθησαν εἰς τὸ κατάστημα: [836, 1622, 1039, 1651]
paragraph: Μία Γερμανικὴ ἐφημερὶς ἡ Ἐφημερὶς τῆς Φραγκφούρτης, κατέστρωσεν ἐπὶ τῶν πιθανοτέρων ὑπολογισμῶν βασιζομένην, ὅτι τὰ ἔξοδα τοῦ πολέμου ἀνὰ ἡμέραν ἀνέρχονται εἰς 250 ἑκατομμύρια φράγκων.: [821, 568, 1054, 676]
ad-text: Ὡρολόγια Χρυσᾶ καὶ Ἀργυρᾶ πάσης ἀξίας, τῶν πλέον περιζητήτων ἐργοστασίων τῆς Ἐλβετίας.: [290, 1202, 550, 1245]
ad-heading: ΠΡΟΜΗΘΕΥΘΗΤΕ: [855, 1282, 1020, 1302]
ad-name: ΑΔΕΛΦΩΝ ΜΠΕΡΝΙΤΣΑ: [858, 1333, 1017, 1386]
ad-address: Ὁδὸς Γλάδστωνος 6: [1121, 293, 1245, 307]
notice-ministry: [1066, 752, 1300, 1026]
paragraph: Ἀφοῦ συνέβησαν ἤδη εἰς τὴν Γαλλίαν, καὶ τὴν Ἀγγλίαν πόλεμος, εἰς τὸ Βερολῖνον αἰσθάνεται τις ὅτι ἡ Γερμανία ἐλπίζει ἀκόμη εἰς τὴν νίκην. Ὡς φαίνεται ἡ ἐμπιστοσύνη εἶνε ἀπόλυτος εἰς τὸ Βερολῖνον εἰς τὰς ἐπιτυχίας τῶν Γερμανικῶν στρατῶν.: [275, 886, 565, 979]
ad-heading: ΦΡΟΥΤΑ ΓΛΑΣΕ: [867, 1811, 1008, 1831]
classified: ΚΑΘΗΓΗΤΗΣ τῆς μουσικῆς ἀναλαμβάνει μαθήματα κλειδοκυμβάλου. (Πληροφορίαι ὁδὸς Καλλιδέας ἀριθ. 83.): [1311, 1621, 1593, 1667]
